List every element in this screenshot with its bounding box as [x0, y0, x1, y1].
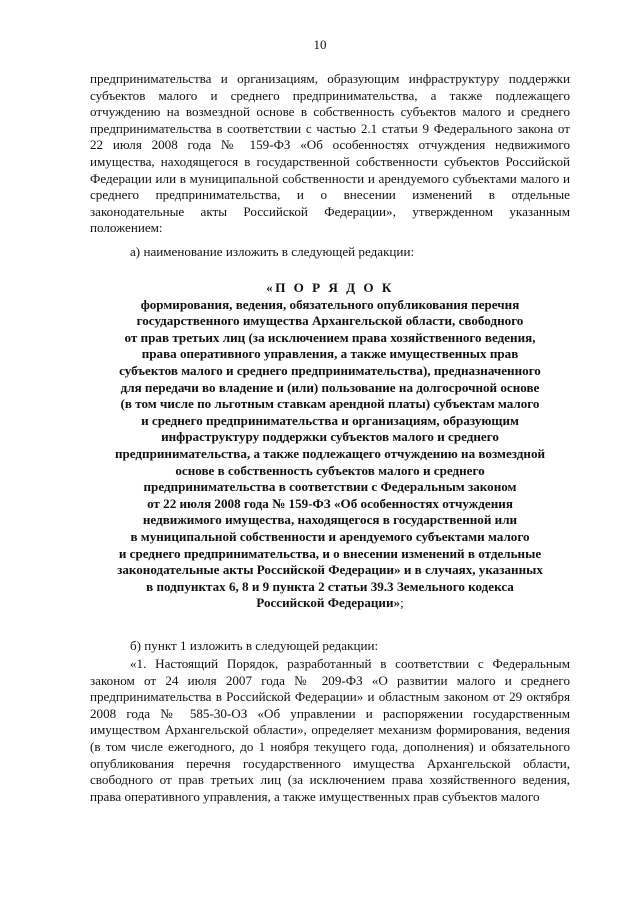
title-line: для передачи во владение и (или) пользование на долгосрочной основе [120, 379, 540, 395]
title-line: и среднего предпринимательства, и о внесении изменений в отдельные [118, 545, 542, 561]
title-line: недвижимого имущества, находящегося в государственной или [142, 512, 518, 528]
point-b [90, 638, 570, 655]
intro-paragraph-text: предпринимательства и организациям, образующим инфраструктуру поддержки субъектов малого и среднего предпринимательства, а также подлежащего отчуждению на возмездной основе в собственность субъектов малого и среднего предпринимательства в соответствии с частью 2.1 статьи 9 Федерального закона от 22 июля 2008 года № 159-ФЗ «Об особенностях отчуждения недвижимого имущества, находящегося в государственной собственности субъектов Российской Федерации или в муниципальной собственности и арендуемого субъектами малого и среднего предпринимательства, и о внесении изменений в отдельные законодательные акты Российской Федерации», утвержденном указанным положением: [90, 71, 570, 236]
title-heading: «П О Р Я Д О К [266, 280, 394, 295]
title-line: законодательные акты Российской Федерации» и в случаях, указанных [117, 562, 543, 578]
point-b-quote-text: «1. Настоящий Порядок, разработанный в соответствии с Федеральным законом от 24 июля 2007 года № 209-ФЗ «О развитии малого и среднего предпринимательства в Российской Федерации» и областным законом от 29 октября 2008 года № 585-30-ОЗ «Об управлении и распоряжении государственным имуществом Архангельской области», определяет механизм формирования, ведения (в том числе ежегодного, до 1 ноября текущего года, дополнения) и обязательного опубликования перечня государственного имущества Архангельской области, свободного от прав третьих лиц (за исключением права хозяйственного ведения, права оперативного управления, а также имущественных прав субъектов малого [90, 656, 570, 804]
point-a [90, 244, 570, 261]
title-line: от прав третьих лиц (за исключением права хозяйственного ведения, [124, 329, 536, 345]
title-line: (в том числе по льготным ставкам арендной платы) субъектам малого [120, 396, 540, 412]
title-line: в муниципальной собственности и арендуемого субъектами малого [130, 528, 530, 544]
title-line: формирования, ведения, обязательного опубликования перечня [140, 296, 520, 312]
point-b-text: б) пункт 1 изложить в следующей редакции: [130, 638, 379, 653]
title-last-line-tail: ; [400, 595, 404, 611]
title-last-line-bold: Российской Федерации» [256, 595, 401, 611]
title-line: предпринимательства в соответствии с Федеральным законом [143, 479, 517, 495]
title-last-line [90, 595, 570, 612]
page-number: 10 [313, 37, 327, 52]
title-line: права оперативного управления, а также имущественных прав [141, 346, 519, 362]
title-line: от 22 июля 2008 года № 159-ФЗ «Об особенностях отчуждения [147, 495, 513, 511]
intro-paragraph [90, 71, 570, 237]
title-line: инфраструктуру поддержки субъектов малого и среднего [161, 429, 499, 445]
title-line: и среднего предпринимательства и организациям, образующим [141, 412, 519, 428]
title-line: предпринимательства, а также подлежащего отчуждению на возмездной [114, 445, 546, 461]
title-line: субъектов малого и среднего предпринимательства), предназначенного [119, 362, 541, 378]
point-b-quote [90, 656, 570, 805]
title-line: государственного имущества Архангельской области, свободного [136, 313, 524, 329]
title-line: в подпунктах 6, 8 и 9 пункта 2 статьи 39.3 Земельного кодекса [146, 578, 514, 594]
point-a-text: а) наименование изложить в следующей редакции: [130, 244, 415, 259]
document-title [90, 280, 570, 612]
title-line: основе в собственность субъектов малого и среднего [175, 462, 485, 478]
